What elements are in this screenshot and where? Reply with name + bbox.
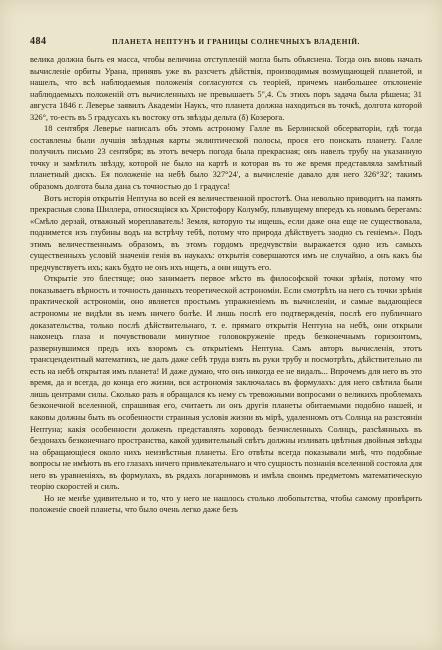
page-number: 484 [30,36,47,47]
paragraph-4: Открытіе это блестяще; оно занимаетъ первое мѣсто въ философской точки зрѣнія, потому что показываетъ вѣрность и точность данныхъ теоретической астрономіи. Если смотрѣть на него съ точки зрѣнія практической астрономіи, оно является простымъ упражненіемъ въ вычисленіи, и самые выдающіеся астрономы не видѣли въ немъ ничего болѣе. И лишь послѣ его подтвержденія, послѣ его публичнаго доказательства, только послѣ дѣйствительнаго, т. е. прямаго открытія Нептуна на небѣ, они открыли наконецъ глаза и почувствовали минутное головокруженіе предъ безконечнымъ горизонтомъ, развернувшимся предъ ихъ взоромъ съ открытіемъ Нептуна. Самъ авторъ вычисленія, этотъ трансцендентный математикъ, не далъ даже себѣ труда взять въ руки трубу и посмотрѣть, дѣйствительно ли есть на небѣ открытая имъ планета! И даже думаю, что онъ никогда ее не видалъ... Впрочемъ для него въ это время, да и всегда, до конца его жизни, вся астрономія заключалась въ формулахъ: для него свѣтила были лишь центрами силы. Сколько разъ я обращался къ нему съ тревожными вопросами о великихъ проблемахъ безконечной вселенной, спрашивая его, считаетъ ли онъ другія планеты обитаемыми подобно нашей, и каковы должны быть въ особенности странныя условія жизни въ мірѣ, удаленномъ отъ Солнца на разстояніи Нептуна; какія особенности долженъ представлять хороводъ безчисленныхъ Солнцъ, разсѣянныхъ въ бездонахъ безконечнаго пространства, какой удивительный свѣтъ должны изливать цвѣтныя двойныя звѣзды на обращающіеся около нихъ неизвѣстныя планеты. Его отвѣты всегда показывали мнѣ, что подобные вопросы не имѣютъ въ его глазахъ ничего привлекательнаго и что сущность познанія вселенной состояла для него въ уравненіяхъ, въ формулахъ, въ рядахъ логариѳмовъ и имѣла своимъ предметомъ математическую теорію скоростей и силъ. [30,274,422,492]
page-header [30,36,422,50]
running-head: ПЛАНЕТА НЕПТУНЪ И ГРАНИЦЫ СОЛНЕЧНЫХЪ ВЛАДЕНІЙ. [112,38,360,46]
paragraph-5: Но не менѣе удивительно и то, что у него не нашлось столько любопытства, чтобы самому провѣрить положеніе своей планеты, что было очень легко даже безъ [30,493,422,515]
paragraph-3: Вотъ исторія открытія Нептуна во всей ея величественной простотѣ. Она невольно приводитъ на память прекрасныя слова Шиллера, относящіяся къ Христофору Колумбу, плывущему впередъ къ новымъ берегамъ: «Смѣло дерзай, отважный мореплаватель! Земля, которую ты ищешь, если даже она еще не существовала, поднимется изъ глубины водъ на встрѣчу тебѣ, потому что природа дѣйствуетъ заодно съ геніемъ». Подъ этимъ величественнымъ образомъ, въ этомъ гордомъ предчувствіи выражается одно изъ самыхъ существенныхъ условій значенія генія въ наукахъ: открытія совершаются имъ не случайно, а онъ какъ бы предчувствуетъ ихъ; какъ будто не онъ ихъ ищетъ, а они ищутъ его. [30,193,422,272]
paragraph-1: велика должна быть ея масса, чтобы величина отступленій могла быть объяснена. Тогда онъ вновь началъ вычисленіе орбиты Урана, принявъ уже въ разсчетъ дѣйствія, производимыя возмущающей планетой, и нашелъ, что всѣ наблюдаемыя положенія согласуются съ теоріей, причемъ наибольшее отклоненіе наблюдаемыхъ положеній отъ вычисленныхъ не превышаетъ 5",4. Съ этихъ поръ задача была рѣшена; 31 августа 1846 г. Леверье заявилъ Академіи Наукъ, что планета должна находиться въ точкѣ, долгота которой 326°, то-есть въ 5 градусахъ къ востоку отъ звѣзды дельта (δ) Козерога. [30,55,422,122]
page-body [30,54,422,516]
paragraph-2: 18 сентября Леверье написалъ объ этомъ астроному Галле въ Берлинской обсерваторіи, гдѣ тогда составлены были лучшія звѣздныя карты эклиптической полосы, прося его поискать планету. Галле получилъ письмо 23 сентября; въ этотъ вечеръ погода была прекрасная; онъ навелъ трубу на указанную точку и замѣтилъ звѣзду, которой не было на картѣ и которая въ то же время представляла замѣтный планетный дискъ. Ея положеніе на небѣ было 327°24', а вычисленіе давало для него 326°32'; такимъ образомъ долгота была дана съ точностью до 1 градуса! [30,124,422,192]
